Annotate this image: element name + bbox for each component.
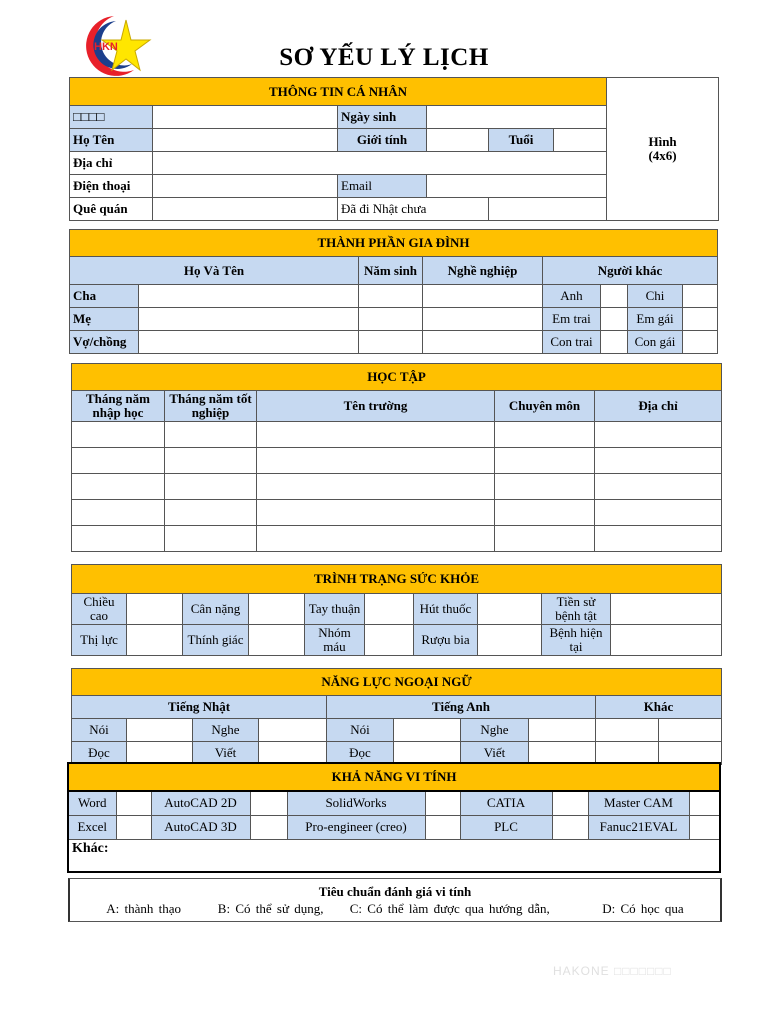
family-rel-mother: Mẹ — [70, 308, 139, 331]
lang-value[interactable] — [259, 719, 327, 742]
personal-info-header: THÔNG TIN CÁ NHÂN — [70, 78, 607, 106]
label-address: Địa chỉ — [70, 152, 153, 175]
family-father-year[interactable] — [359, 285, 423, 308]
label-gender: Giới tính — [338, 129, 427, 152]
family-spouse-job[interactable] — [423, 331, 543, 354]
edu-col-enroll: Tháng năm nhập học — [72, 391, 165, 422]
field-garbled[interactable] — [153, 106, 338, 129]
family-other-label: Anh — [543, 285, 601, 308]
label-name: Họ Tên — [70, 129, 153, 152]
family-spouse-name[interactable] — [139, 331, 359, 354]
edu-cell[interactable] — [257, 500, 495, 526]
software-level[interactable] — [250, 815, 287, 839]
family-header: THÀNH PHẦN GIA ĐÌNH — [70, 230, 718, 257]
field-dob[interactable] — [427, 106, 607, 129]
computer-other-field[interactable] — [68, 839, 720, 872]
lang-label-speak: Nói — [72, 719, 127, 742]
health-value[interactable] — [249, 625, 305, 656]
family-mother-job[interactable] — [423, 308, 543, 331]
family-other-label: Em trai — [543, 308, 601, 331]
software-label: PLC — [460, 815, 552, 839]
criteria-levels — [70, 901, 720, 917]
software-label: SolidWorks — [287, 791, 425, 815]
edu-cell[interactable] — [495, 526, 595, 552]
family-other-label: Chi — [628, 285, 683, 308]
edu-cell[interactable] — [595, 448, 722, 474]
health-header: TRÌNH TRẠNG SỨC KHỎE — [72, 565, 722, 594]
family-other-value[interactable] — [683, 308, 718, 331]
garbled-label: □□□□ — [70, 106, 153, 129]
document-title: SƠ YẾU LÝ LỊCH — [279, 44, 489, 71]
family-other-value[interactable] — [601, 308, 628, 331]
lang-label-write: Viết — [193, 742, 259, 765]
family-table — [69, 229, 718, 354]
criteria-a: A: thành thạo — [106, 901, 182, 916]
edu-cell[interactable] — [72, 526, 165, 552]
edu-cell[interactable] — [72, 474, 165, 500]
language-header: NĂNG LỰC NGOẠI NGỮ — [72, 669, 722, 696]
criteria-b: B: Có thể sử dụng, — [217, 901, 324, 916]
family-other-label: Em gái — [628, 308, 683, 331]
field-address[interactable] — [153, 152, 607, 175]
health-value[interactable] — [478, 594, 542, 625]
table-row — [72, 526, 722, 552]
edu-cell[interactable] — [495, 448, 595, 474]
software-label: CATIA — [460, 791, 552, 815]
family-col-name: Họ Và Tên — [70, 257, 359, 285]
health-label: Cân nặng — [183, 594, 249, 625]
family-other-value[interactable] — [683, 285, 718, 308]
computer-table — [67, 762, 721, 873]
photo-label-1: Hình — [648, 134, 677, 149]
edu-cell[interactable] — [165, 526, 257, 552]
education-table — [71, 363, 722, 552]
software-level[interactable] — [689, 791, 720, 815]
edu-col-place: Địa chỉ — [595, 391, 722, 422]
computer-other-label: Khác: — [72, 840, 109, 856]
lang-value[interactable] — [529, 719, 596, 742]
edu-cell[interactable] — [595, 500, 722, 526]
family-col-others: Người khác — [543, 257, 718, 285]
family-col-job: Nghề nghiệp — [423, 257, 543, 285]
field-gender[interactable] — [427, 129, 489, 152]
health-value[interactable] — [611, 594, 722, 625]
edu-cell[interactable] — [495, 474, 595, 500]
software-label: Pro-engineer (creo) — [287, 815, 425, 839]
lang-col-english: Tiếng Anh — [327, 696, 596, 719]
family-rel-father: Cha — [70, 285, 139, 308]
family-col-year: Năm sinh — [359, 257, 423, 285]
health-value[interactable] — [127, 625, 183, 656]
education-header: HỌC TẬP — [72, 364, 722, 391]
health-label: Hút thuốc — [414, 594, 478, 625]
table-row — [72, 422, 722, 448]
health-value[interactable] — [611, 625, 722, 656]
field-hometown[interactable] — [153, 198, 338, 221]
edu-col-major: Chuyên môn — [495, 391, 595, 422]
lang-value[interactable] — [127, 719, 193, 742]
criteria-c: C: Có thể làm được qua hướng dẫn, — [349, 901, 550, 916]
criteria-d: D: Có học qua — [602, 901, 684, 916]
software-level[interactable] — [552, 791, 588, 815]
table-row — [72, 474, 722, 500]
lang-label-read: Đọc — [72, 742, 127, 765]
field-age[interactable] — [554, 129, 607, 152]
language-table — [71, 668, 722, 765]
health-value[interactable] — [478, 625, 542, 656]
software-level[interactable] — [689, 815, 720, 839]
edu-cell[interactable] — [595, 526, 722, 552]
edu-cell[interactable] — [165, 422, 257, 448]
health-label: Nhóm máu — [305, 625, 365, 656]
health-label: Rượu bia — [414, 625, 478, 656]
software-level[interactable] — [425, 791, 460, 815]
label-dob: Ngày sinh — [338, 106, 427, 129]
health-value[interactable] — [365, 625, 414, 656]
health-label: Thính giác — [183, 625, 249, 656]
health-value[interactable] — [249, 594, 305, 625]
lang-value[interactable] — [394, 719, 461, 742]
edu-cell[interactable] — [257, 422, 495, 448]
edu-col-school: Tên trường — [257, 391, 495, 422]
field-email[interactable] — [427, 175, 607, 198]
edu-cell[interactable] — [72, 500, 165, 526]
edu-cell[interactable] — [165, 474, 257, 500]
edu-cell[interactable] — [495, 500, 595, 526]
family-mother-name[interactable] — [139, 308, 359, 331]
health-label: Bệnh hiện tại — [542, 625, 611, 656]
software-level[interactable] — [116, 791, 151, 815]
family-father-job[interactable] — [423, 285, 543, 308]
lang-value[interactable] — [659, 719, 722, 742]
software-level[interactable] — [250, 791, 287, 815]
lang-value[interactable] — [596, 719, 659, 742]
lang-label-read: Đọc — [327, 742, 394, 765]
lang-col-other: Khác — [596, 696, 722, 719]
health-label: Chiều cao — [72, 594, 127, 625]
edu-cell[interactable] — [165, 500, 257, 526]
lang-col-japanese: Tiếng Nhật — [72, 696, 327, 719]
field-been-japan[interactable] — [489, 198, 607, 221]
family-spouse-year[interactable] — [359, 331, 423, 354]
edu-cell[interactable] — [257, 526, 495, 552]
software-level[interactable] — [116, 815, 151, 839]
computer-header: KHẢ NĂNG VI TÍNH — [68, 763, 720, 791]
health-label: Thị lực — [72, 625, 127, 656]
software-label: AutoCAD 3D — [151, 815, 250, 839]
family-father-name[interactable] — [139, 285, 359, 308]
family-other-label: Con trai — [543, 331, 601, 354]
lang-label-listen: Nghe — [193, 719, 259, 742]
lang-label-speak: Nói — [327, 719, 394, 742]
personal-info-table — [69, 77, 719, 221]
label-email: Email — [338, 175, 427, 198]
software-level[interactable] — [425, 815, 460, 839]
edu-cell[interactable] — [165, 448, 257, 474]
label-hometown: Quê quán — [70, 198, 153, 221]
watermark: HAKONE □□□□□□□ — [553, 964, 672, 978]
family-other-value[interactable] — [601, 331, 628, 354]
table-row — [72, 500, 722, 526]
criteria-title: Tiêu chuẩn đánh giá vi tính — [318, 884, 472, 899]
health-table — [71, 564, 722, 656]
software-label: Fanuc21EVAL — [588, 815, 689, 839]
edu-col-grad: Tháng năm tốt nghiệp — [165, 391, 257, 422]
software-label: Excel — [68, 815, 116, 839]
edu-cell[interactable] — [595, 422, 722, 448]
health-label: Tay thuận — [305, 594, 365, 625]
photo-box — [607, 78, 719, 221]
family-mother-year[interactable] — [359, 308, 423, 331]
lang-label-listen: Nghe — [461, 719, 529, 742]
family-other-value[interactable] — [601, 285, 628, 308]
software-label: Master CAM — [588, 791, 689, 815]
health-label: Tiền sử bệnh tật — [542, 594, 611, 625]
health-value[interactable] — [127, 594, 183, 625]
label-been-japan: Đã đi Nhật chưa — [338, 198, 489, 221]
health-value[interactable] — [365, 594, 414, 625]
photo-label-2: (4x6) — [648, 148, 677, 163]
family-rel-spouse: Vợ/chồng — [70, 331, 139, 354]
software-level[interactable] — [552, 815, 588, 839]
label-age: Tuổi — [489, 129, 554, 152]
family-other-value[interactable] — [683, 331, 718, 354]
field-phone[interactable] — [153, 175, 338, 198]
logo-text: HKN — [94, 41, 118, 53]
label-phone: Điện thoại — [70, 175, 153, 198]
software-label: Word — [68, 791, 116, 815]
edu-cell[interactable] — [257, 474, 495, 500]
software-label: AutoCAD 2D — [151, 791, 250, 815]
criteria-box — [68, 878, 722, 922]
edu-cell[interactable] — [495, 422, 595, 448]
edu-cell[interactable] — [595, 474, 722, 500]
lang-label-write: Viết — [461, 742, 529, 765]
family-other-label: Con gái — [628, 331, 683, 354]
field-name[interactable] — [153, 129, 338, 152]
edu-cell[interactable] — [72, 422, 165, 448]
table-row — [72, 448, 722, 474]
edu-cell[interactable] — [257, 448, 495, 474]
edu-cell[interactable] — [72, 448, 165, 474]
